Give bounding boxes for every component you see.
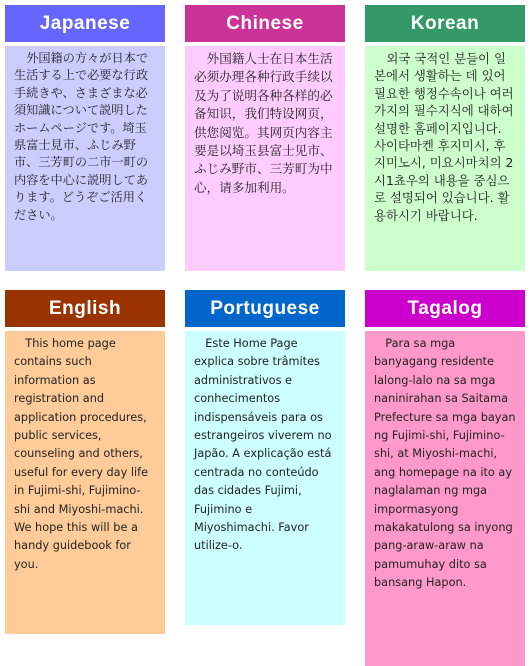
card-text-japanese: 外国籍の方々が日本で生活する上で必要な行政手続きや、さまざまな必須知識について説明したホームページです。埼玉県富士見市、ふじみ野市、三芳町の二市一町の内容を中心に説明してあります。どうぞご活用ください。 <box>5 46 165 271</box>
card-text-korean: 외국 국적인 분들이 일본에서 생활하는 데 있어 필요한 행정수속이나 여러가지의 필수지식에 대하여 설명한 홈페이지입니다. 사이타마켄 후지미시, 후지미노시, 미요시마치의 2시1쵸우의 내용을 중심으로 설명되어 있습니다. 활용하시기 바랍니다. <box>365 46 525 271</box>
card-tagalog <box>365 290 525 666</box>
card-title-tagalog[interactable]: Tagalog <box>365 290 525 327</box>
card-title-japanese[interactable]: Japanese <box>5 5 165 42</box>
card-text-tagalog: Para sa mga banyagang residente lalong-lalo na sa mga naninirahan sa Saitama Prefecture sa mga bayan ng Fujimi-shi, Fujimino-shi, at Miyoshi-machi, ang homepage na ito ay naglalaman ng mga impormasyong makakatulong sa inyong pang-araw-araw na pamumuhay dito sa bansang Hapon. <box>365 331 525 666</box>
card-title-chinese[interactable]: Chinese <box>185 5 345 42</box>
card-title-korean[interactable]: Korean <box>365 5 525 42</box>
card-korean <box>365 5 525 271</box>
card-title-english[interactable]: English <box>5 290 165 327</box>
card-japanese <box>5 5 165 271</box>
card-text-english: This home page contains such information as registration and application procedures, public services, counseling and others, useful for every day life in Fujimi-shi, Fujimino-shi and Miyoshi-machi. We hope this will be a handy guidebook for you. <box>5 331 165 634</box>
card-english <box>5 290 165 634</box>
card-chinese <box>185 5 345 271</box>
card-portuguese <box>185 290 345 625</box>
card-title-portuguese[interactable]: Portuguese <box>185 290 345 327</box>
card-text-portuguese: Este Home Page explica sobre trâmites administrativos e conhecimentos indispensáveis para os estrangeiros viverem no Japão. A explicação está centrada no conteúdo das cidades Fujimi, Fujimino e Miyoshimachi. Favor utilize-o. <box>185 331 345 625</box>
card-text-chinese: 外国籍人士在日本生活必须办理各种行政手续以及为了说明各种各样的必备知识，我们特设网页，供您阅览。其网页内容主要是以埼玉县富士见市、ふじみ野市、三芳町为中心，请多加利用。 <box>185 46 345 271</box>
